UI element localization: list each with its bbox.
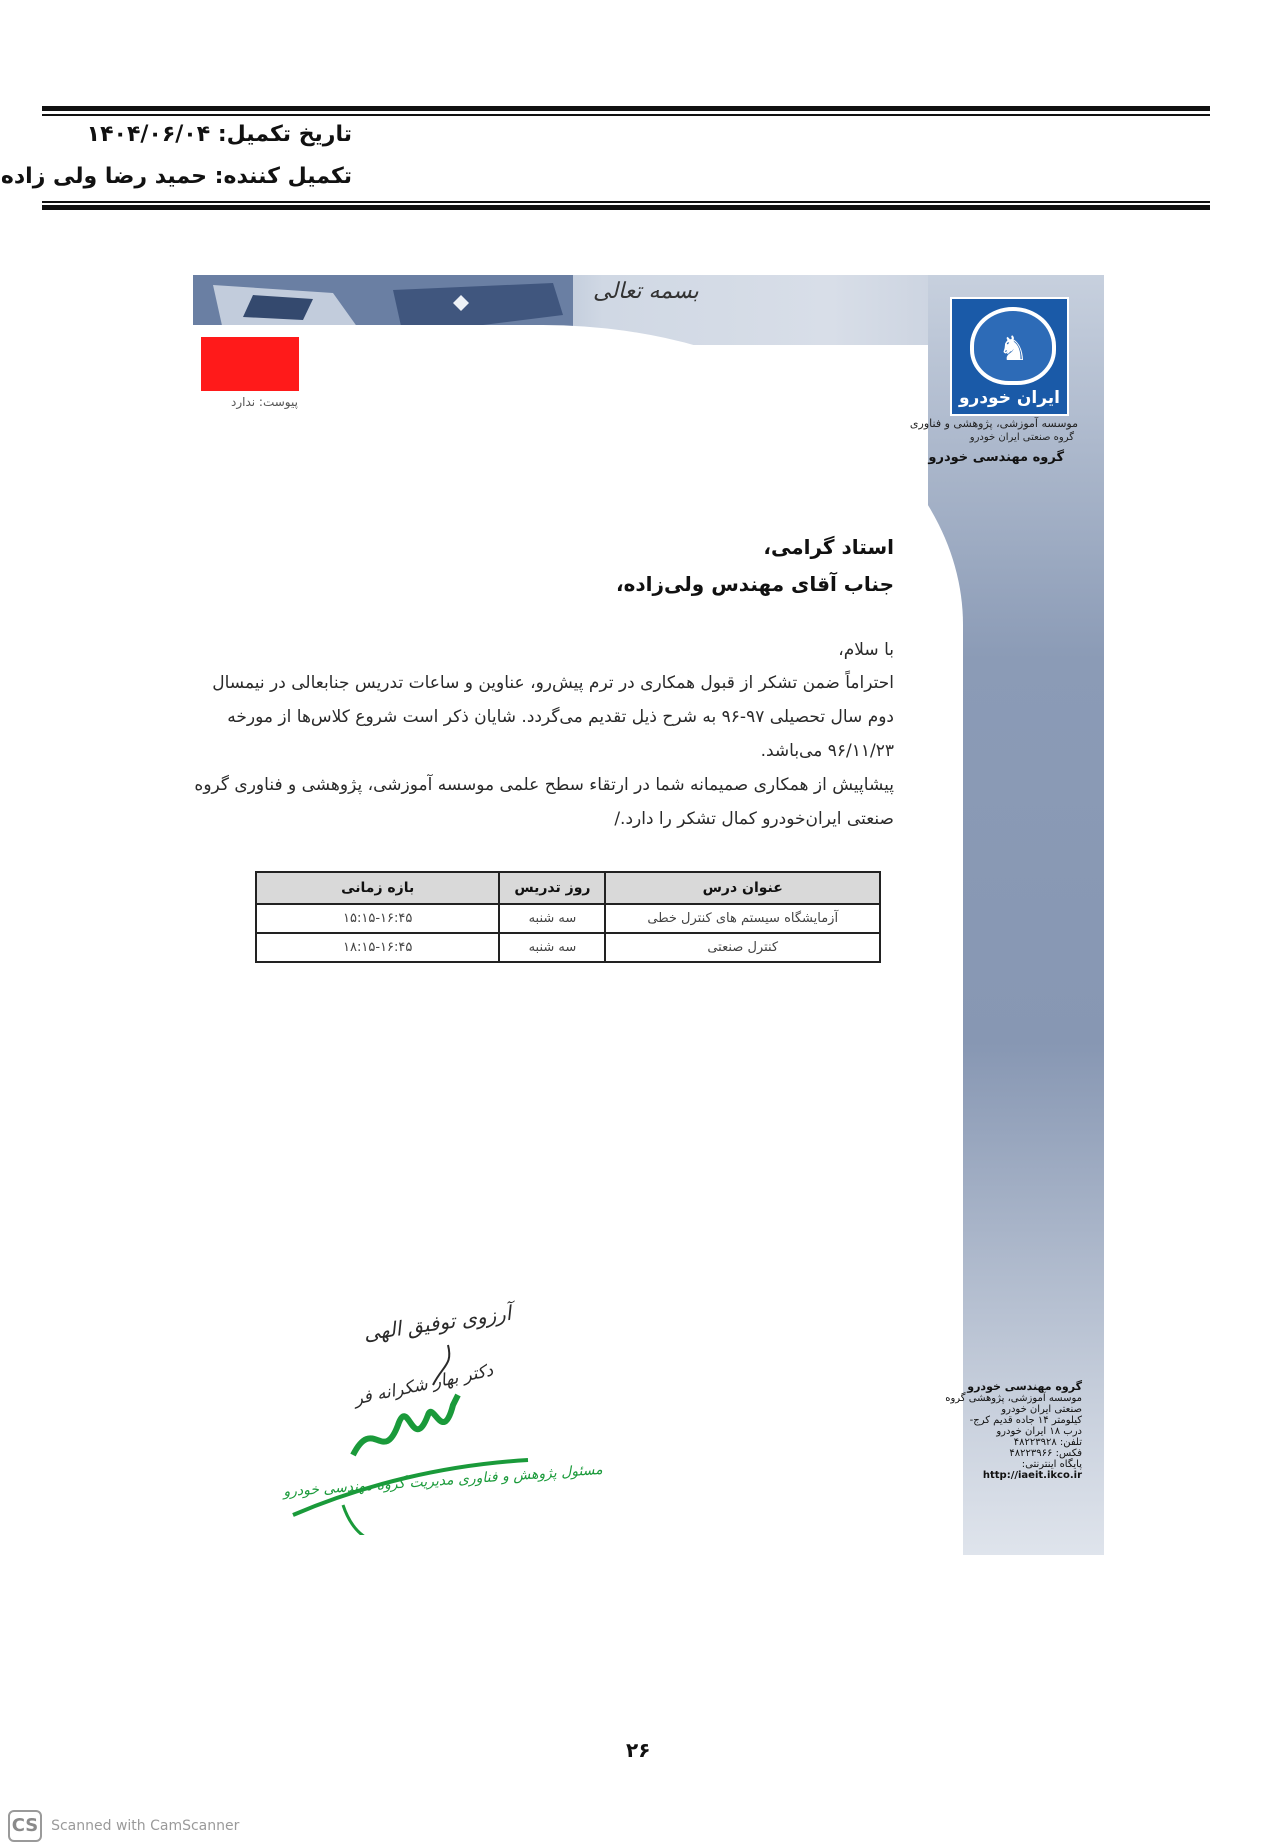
redaction-box: [201, 337, 299, 391]
table-cell: ۱۸:۱۵-۱۶:۴۵: [256, 933, 499, 962]
col-time-range: بازه زمانی: [256, 872, 499, 904]
signature-scribble: [283, 1305, 583, 1535]
header-rule-bottom-thin: [42, 201, 1210, 203]
footer-line-4: کیلومتر ۱۴ جاده قدیم کرج-: [969, 1415, 1082, 1426]
camscanner-label: Scanned with CamScanner: [51, 1818, 240, 1834]
attachment-note: پیوست: ندارد: [231, 395, 298, 409]
completed-by: تکمیل کننده: حمید رضا ولی زاده: [0, 164, 352, 189]
header-info: [0, 118, 352, 204]
sidebar-footer: [932, 1380, 1082, 1481]
table-cell: آزمایشگاه سیستم های کنترل خطی: [605, 904, 880, 933]
header-rule-bottom-thick: [42, 205, 1210, 210]
footer-line-3: صنعتی ایران خودرو: [1001, 1404, 1082, 1415]
table-row: [256, 933, 880, 962]
org-line-2: گروه صنعتی ایران خودرو: [969, 432, 1074, 443]
horse-icon: ♞: [998, 329, 1029, 369]
table-row: [256, 904, 880, 933]
footer-line-8: پایگاه اینترنتی:: [1021, 1459, 1082, 1470]
salutation-1: استاد گرامی،: [763, 535, 894, 559]
footer-line-5: درب ۱۸ ایران خودرو: [996, 1426, 1082, 1437]
signature-line-1: آرزوی توفیق الهی: [362, 1300, 513, 1346]
para-1-line-1: احتراماً ضمن تشکر از قبول همکاری در ترم پیش‌رو، عناوین و ساعات تدریس جنابعالی در نیمسال: [212, 673, 894, 693]
footer-line-7: فکس: ۴۸۲۲۳۹۶۶: [1009, 1448, 1082, 1459]
header-rule-top-thin: [42, 114, 1210, 116]
course-table: [255, 871, 881, 963]
camscanner-badge: CS: [8, 1810, 42, 1842]
logo-brand: ایران خودرو: [958, 388, 1061, 408]
col-course-title: عنوان درس: [605, 872, 880, 904]
table-cell: کنترل صنعتی: [605, 933, 880, 962]
footer-line-9: http://iaeit.ikco.ir: [982, 1470, 1082, 1481]
para-2-line-2: صنعتی ایران‌خودرو کمال تشکر را دارد./: [614, 809, 894, 829]
page-number: ۲۶: [626, 1738, 651, 1762]
footer-line-1: گروه مهندسی خودرو: [967, 1380, 1082, 1393]
signature-line-2: دکتر بهار شکرانه فر: [352, 1360, 495, 1410]
camscanner-watermark: [8, 1810, 239, 1842]
top-calligraphy: بسمه تعالی: [593, 279, 699, 304]
table-header-row: [256, 872, 880, 904]
iran-khodro-logo: [950, 297, 1069, 416]
signature-block: [282, 1300, 604, 1535]
org-line-1: موسسه آموزشی، پژوهشی و فناوری: [909, 417, 1078, 430]
table-cell: سه شنبه: [499, 904, 605, 933]
header-rule-top-thick: [42, 106, 1210, 111]
para-1-line-2: دوم سال تحصیلی ۹۷-۹۶ به شرح ذیل تقدیم می‌گردد. شایان ذکر است شروع کلاس‌ها از مورخه: [227, 707, 894, 727]
para-1-line-3: ۹۶/۱۱/۲۳ می‌باشد.: [760, 741, 894, 761]
salutation-2: جناب آقای مهندس ولی‌زاده،: [616, 572, 894, 596]
table-cell: سه شنبه: [499, 933, 605, 962]
para-2-line-1: پیشاپیش از همکاری صمیمانه شما در ارتقاء سطح علمی موسسه آموزشی، پژوهشی و فناوری گروه: [194, 775, 894, 795]
logo-emblem: [970, 307, 1056, 385]
scanned-letter: [193, 275, 1104, 1555]
greeting: با سلام،: [838, 640, 894, 660]
col-teaching-day: روز تدریس: [499, 872, 605, 904]
org-dept: گروه مهندسی خودرو: [928, 450, 1064, 465]
completion-date: تاریخ تکمیل: ۱۴۰۴/۰۶/۰۴: [86, 122, 352, 147]
footer-line-2: موسسه آموزشی، پژوهشی گروه: [945, 1393, 1082, 1404]
footer-line-6: تلفن: ۴۸۲۲۳۹۲۸: [1013, 1437, 1082, 1448]
signature-line-3: مسئول پژوهش و فناوری مدیریت گروه مهندسی خودرو: [282, 1461, 604, 1501]
table-cell: ۱۵:۱۵-۱۶:۴۵: [256, 904, 499, 933]
